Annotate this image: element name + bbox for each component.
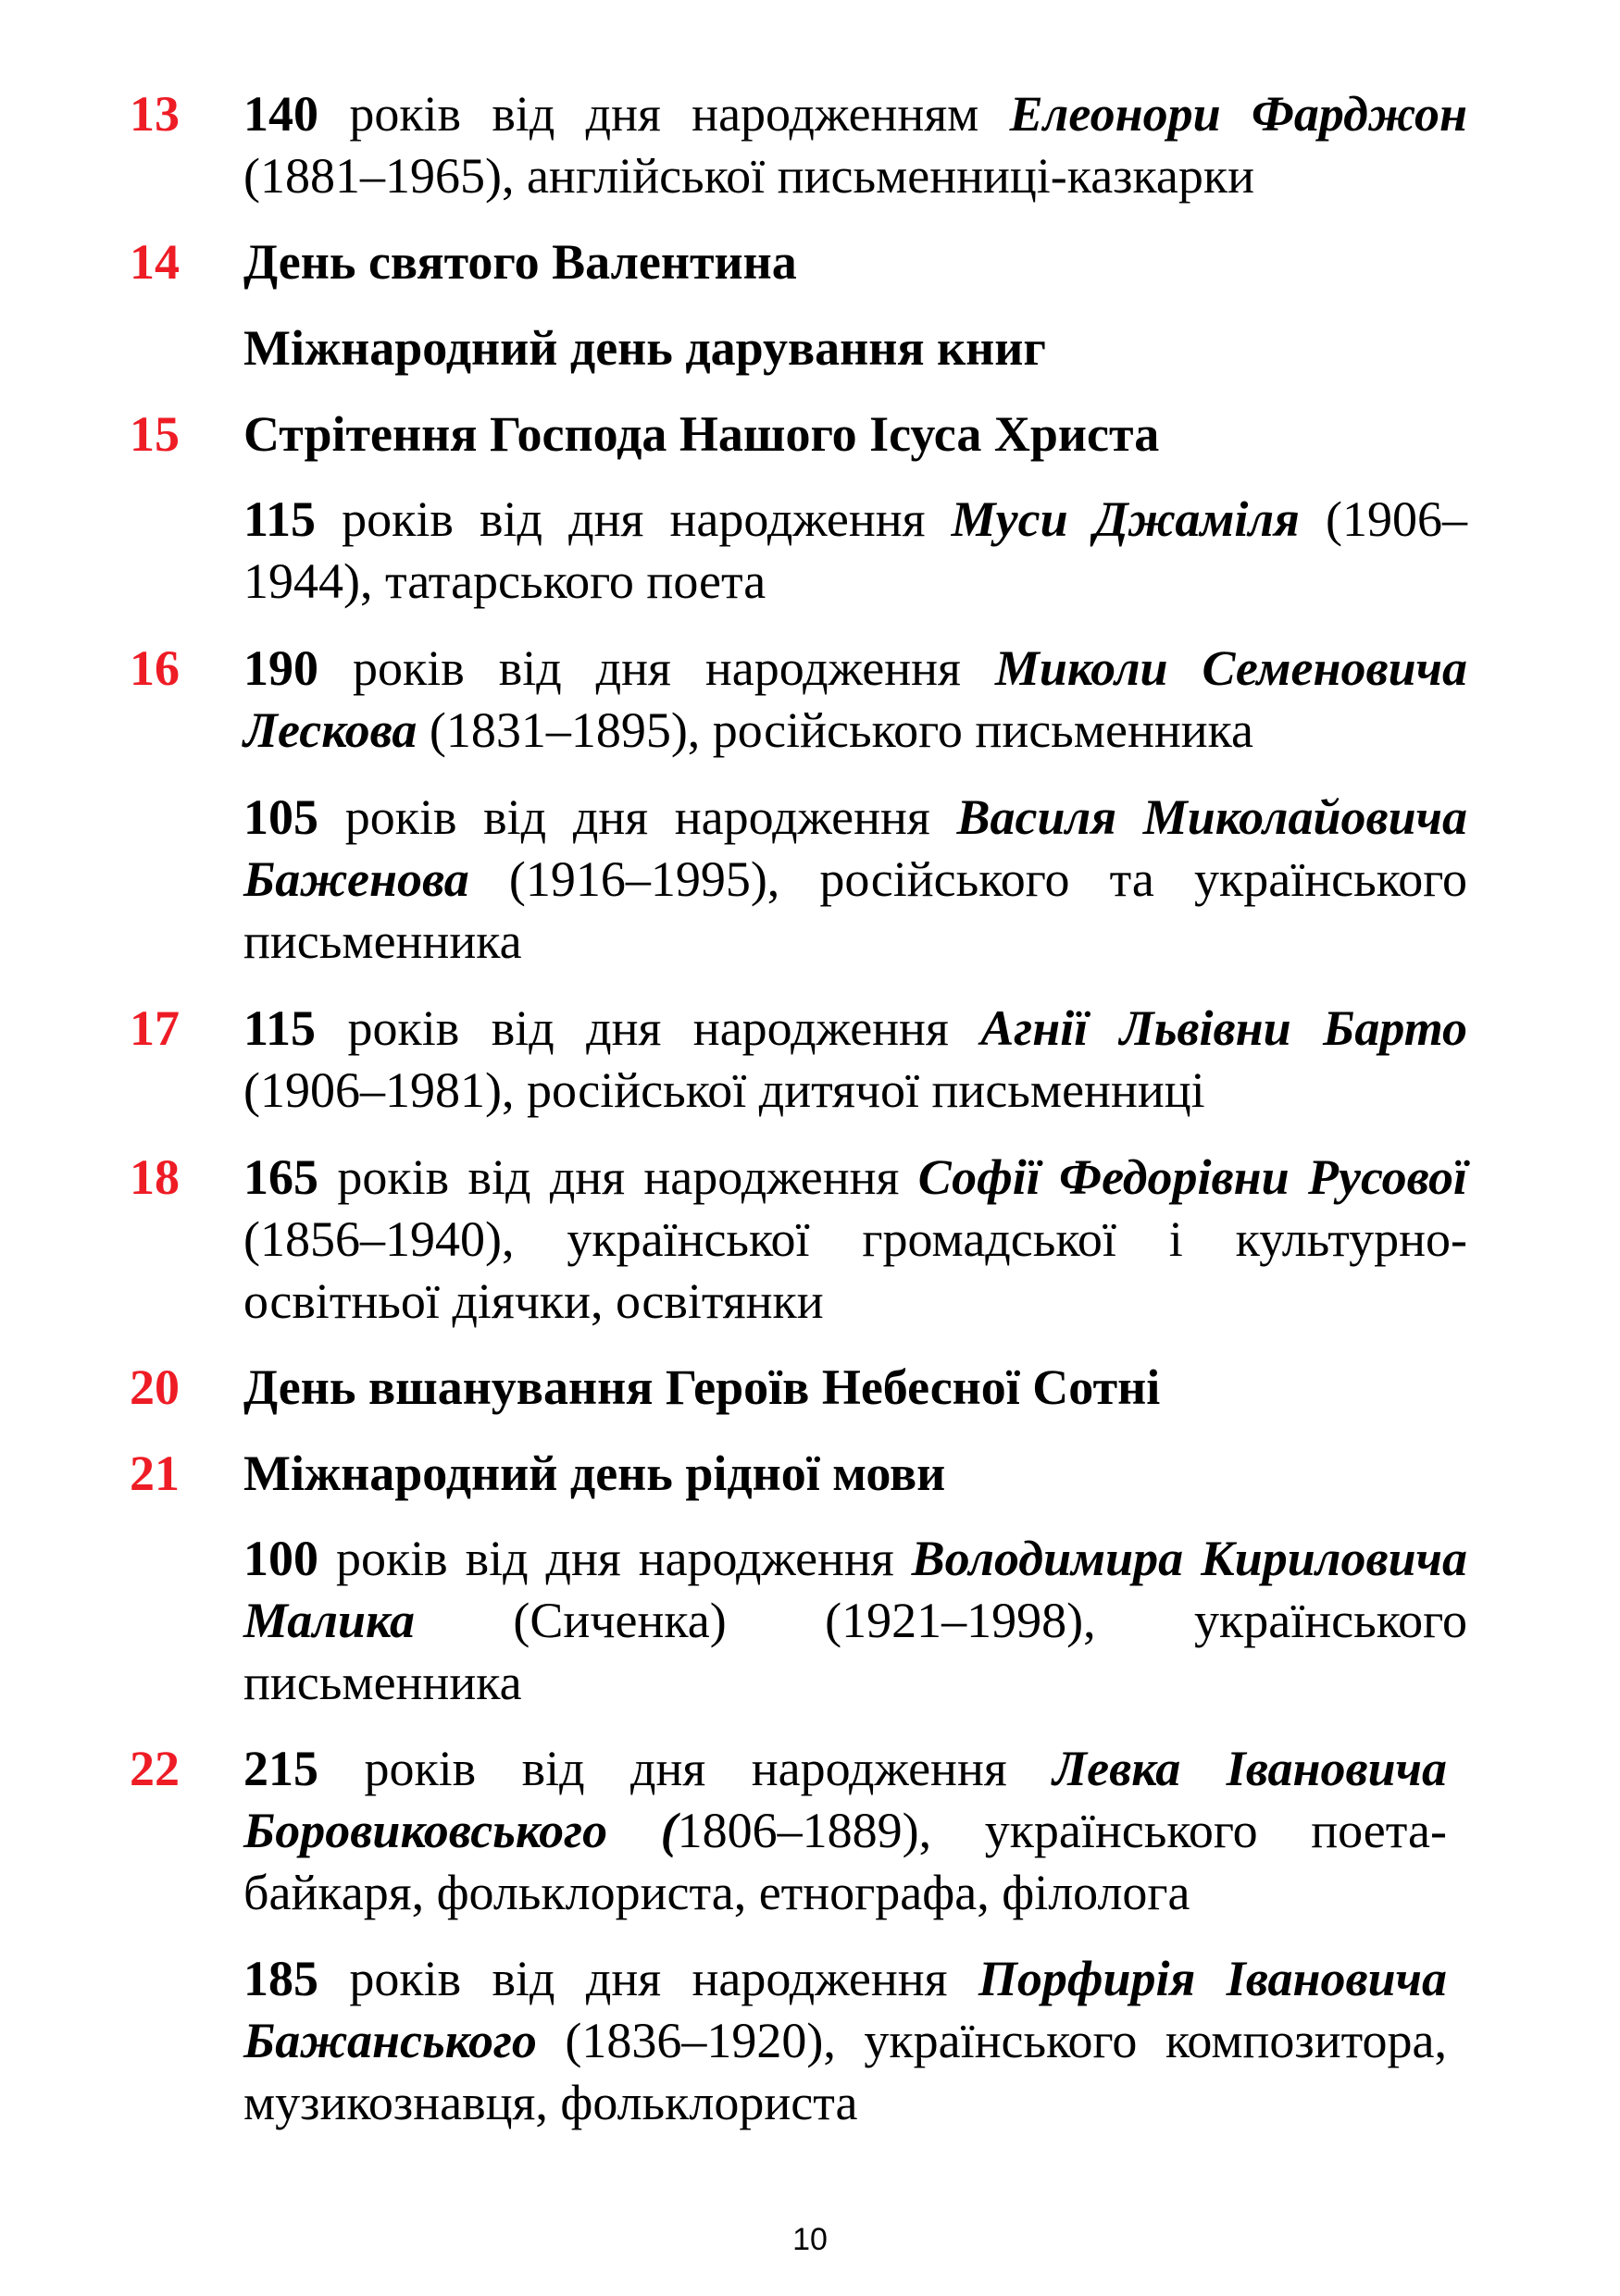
anniversary-text: 190 років від дня народження Миколи Семеновича Лескова (1831–1895), російського письменника: [243, 640, 1468, 758]
anniversary-text: 100 років від дня народження Володимира Кириловича Малика (Сиченка) (1921–1998), українського письменника: [243, 1531, 1467, 1710]
day-number: 17: [130, 1000, 180, 1056]
years-count: 115: [243, 1000, 317, 1056]
years-count: 165: [243, 1149, 318, 1205]
person-name: Порфирія Івановича Бажанського: [243, 1951, 1448, 2068]
anniversary-text: 115 років від дня народження Муси Джаміля (1906–1944), татарського поета: [243, 491, 1468, 609]
person-name: Софії Федорівни Русової: [917, 1149, 1468, 1205]
person-name: Елеонори Фарджон: [1009, 86, 1468, 142]
day-number: 20: [130, 1359, 180, 1415]
years-count: 140: [243, 86, 318, 142]
day-number: 15: [130, 406, 180, 462]
anniversary-text: 215 років від дня народження Левка Івановича Боровиковського (1806–1889), українського поета-байкаря, фольклориста, етнографа, філолога: [243, 1741, 1448, 1920]
day-number: 13: [130, 86, 180, 142]
day-number: 16: [130, 640, 180, 696]
anniversary-text: 165 років від дня народження Софії Федорівни Русової (1856–1940), української громадської і культурно-освітньої діячки, освітянки: [243, 1149, 1468, 1329]
years-count: 115: [243, 491, 317, 547]
person-name: Миколи Семеновича Лескова: [243, 640, 1468, 758]
years-count: 185: [243, 1951, 318, 2006]
anniversary-text: 185 років від дня народження Порфирія Івановича Бажанського (1836–1920), українського композитора, музикознавця, фольклориста: [243, 1951, 1448, 2130]
years-count: 215: [243, 1741, 318, 1796]
event-title: День вшанування Героїв Небесної Сотні: [243, 1359, 1161, 1415]
day-number: 21: [130, 1446, 180, 1501]
day-number: 14: [130, 234, 180, 290]
years-count: 105: [243, 789, 318, 845]
event-title: Стрітення Господа Нашого Ісуса Христа: [243, 406, 1160, 462]
day-number: 22: [130, 1741, 180, 1796]
person-name: Левка Івановича Боровиковського (: [243, 1741, 1448, 1858]
person-name: Агнії Львівни Барто: [980, 1000, 1468, 1056]
anniversary-text: 115 років від дня народження Агнії Львівни Барто (1906–1981), російської дитячої письменниці: [243, 1000, 1468, 1118]
person-name: Василя Миколайовича Баженова: [243, 789, 1468, 907]
event-title: День святого Валентина: [243, 234, 797, 290]
page-number: 10: [792, 2222, 828, 2257]
person-name: Муси Джаміля: [951, 491, 1300, 547]
person-name: Володимира Кириловича Малика: [243, 1531, 1467, 1648]
event-title: Міжнародний день дарування книг: [243, 320, 1046, 376]
anniversary-text: 105 років від дня народження Василя Миколайовича Баженова (1916–1995), російського та українського письменника: [243, 789, 1468, 969]
event-title: Міжнародний день рідної мови: [243, 1446, 946, 1501]
years-count: 100: [243, 1531, 318, 1586]
day-number: 18: [130, 1149, 180, 1205]
years-count: 190: [243, 640, 318, 696]
anniversary-text: 140 років від дня народженням Елеонори Фарджон (1881–1965), англійської письменниці-казкарки: [243, 86, 1468, 204]
